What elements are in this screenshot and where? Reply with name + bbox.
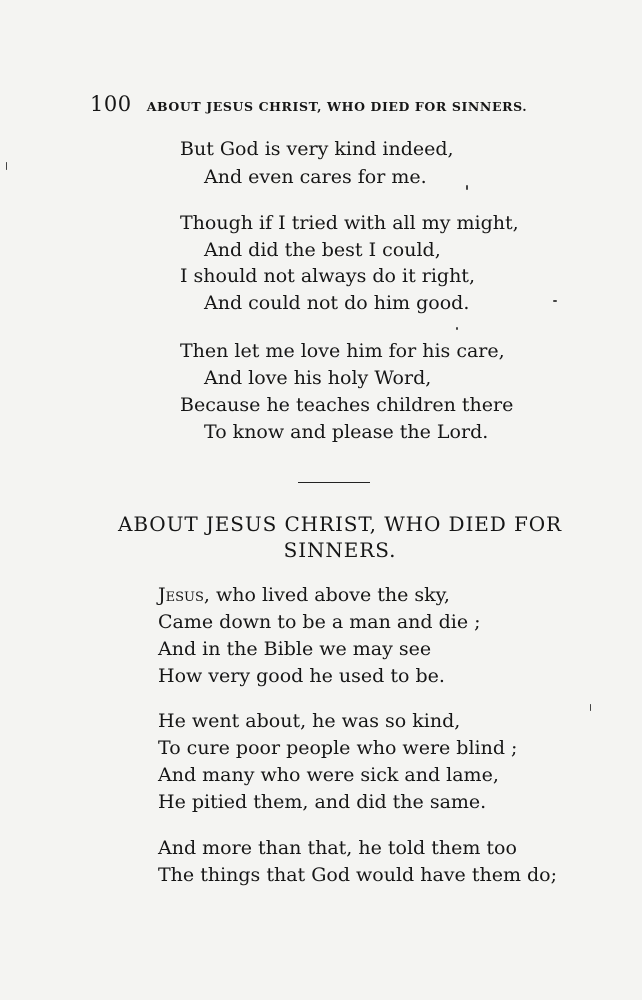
scan-speck [553, 300, 557, 302]
verse-line: And more than that, he told them too [158, 837, 517, 859]
verse-line: And many who were sick and lame, [158, 764, 499, 786]
page-number: 100 [90, 92, 132, 116]
verse-line: To cure poor people who were blind ; [158, 737, 518, 759]
verse-line: Came down to be a man and die ; [158, 611, 481, 633]
verse-line: Because he teaches children there [180, 394, 514, 416]
verse-line: And even cares for me. [204, 166, 427, 188]
verse-line: How very good he used to be. [158, 665, 445, 687]
section-divider [298, 482, 370, 483]
verse-line: And in the Bible we may see [158, 638, 432, 660]
verse-line: Then let me love him for his care, [180, 340, 505, 362]
first-line-rest: , who lived above the sky, [203, 584, 450, 606]
first-word-rest: esus [165, 584, 204, 606]
verse-line: And love his holy Word, [204, 367, 432, 389]
scan-speck [466, 185, 468, 190]
verse-line-first [158, 584, 450, 606]
scan-speck [6, 162, 7, 170]
running-head [90, 92, 560, 120]
scan-speck [590, 704, 591, 711]
first-word-initial: J [158, 584, 166, 606]
poem-title-line1: ABOUT JESUS CHRIST, WHO DIED FOR [117, 512, 563, 536]
verse-line: But God is very kind indeed, [180, 138, 454, 160]
verse-line: The things that God would have them do; [158, 864, 557, 886]
poem-title-line2: SINNERS. [283, 538, 397, 562]
verse-line: Though if I tried with all my might, [180, 212, 519, 234]
verse-line: To know and please the Lord. [204, 421, 489, 443]
running-title: ABOUT JESUS CHRIST, WHO DIED FOR SINNERS. [146, 99, 528, 114]
verse-line: He pitied them, and did the same. [158, 791, 487, 813]
verse-line: And could not do him good. [204, 292, 470, 314]
verse-line: I should not always do it right, [180, 265, 475, 287]
verse-line: He went about, he was so kind, [158, 710, 461, 732]
verse-line: And did the best I could, [204, 239, 441, 261]
scan-speck [456, 327, 458, 330]
